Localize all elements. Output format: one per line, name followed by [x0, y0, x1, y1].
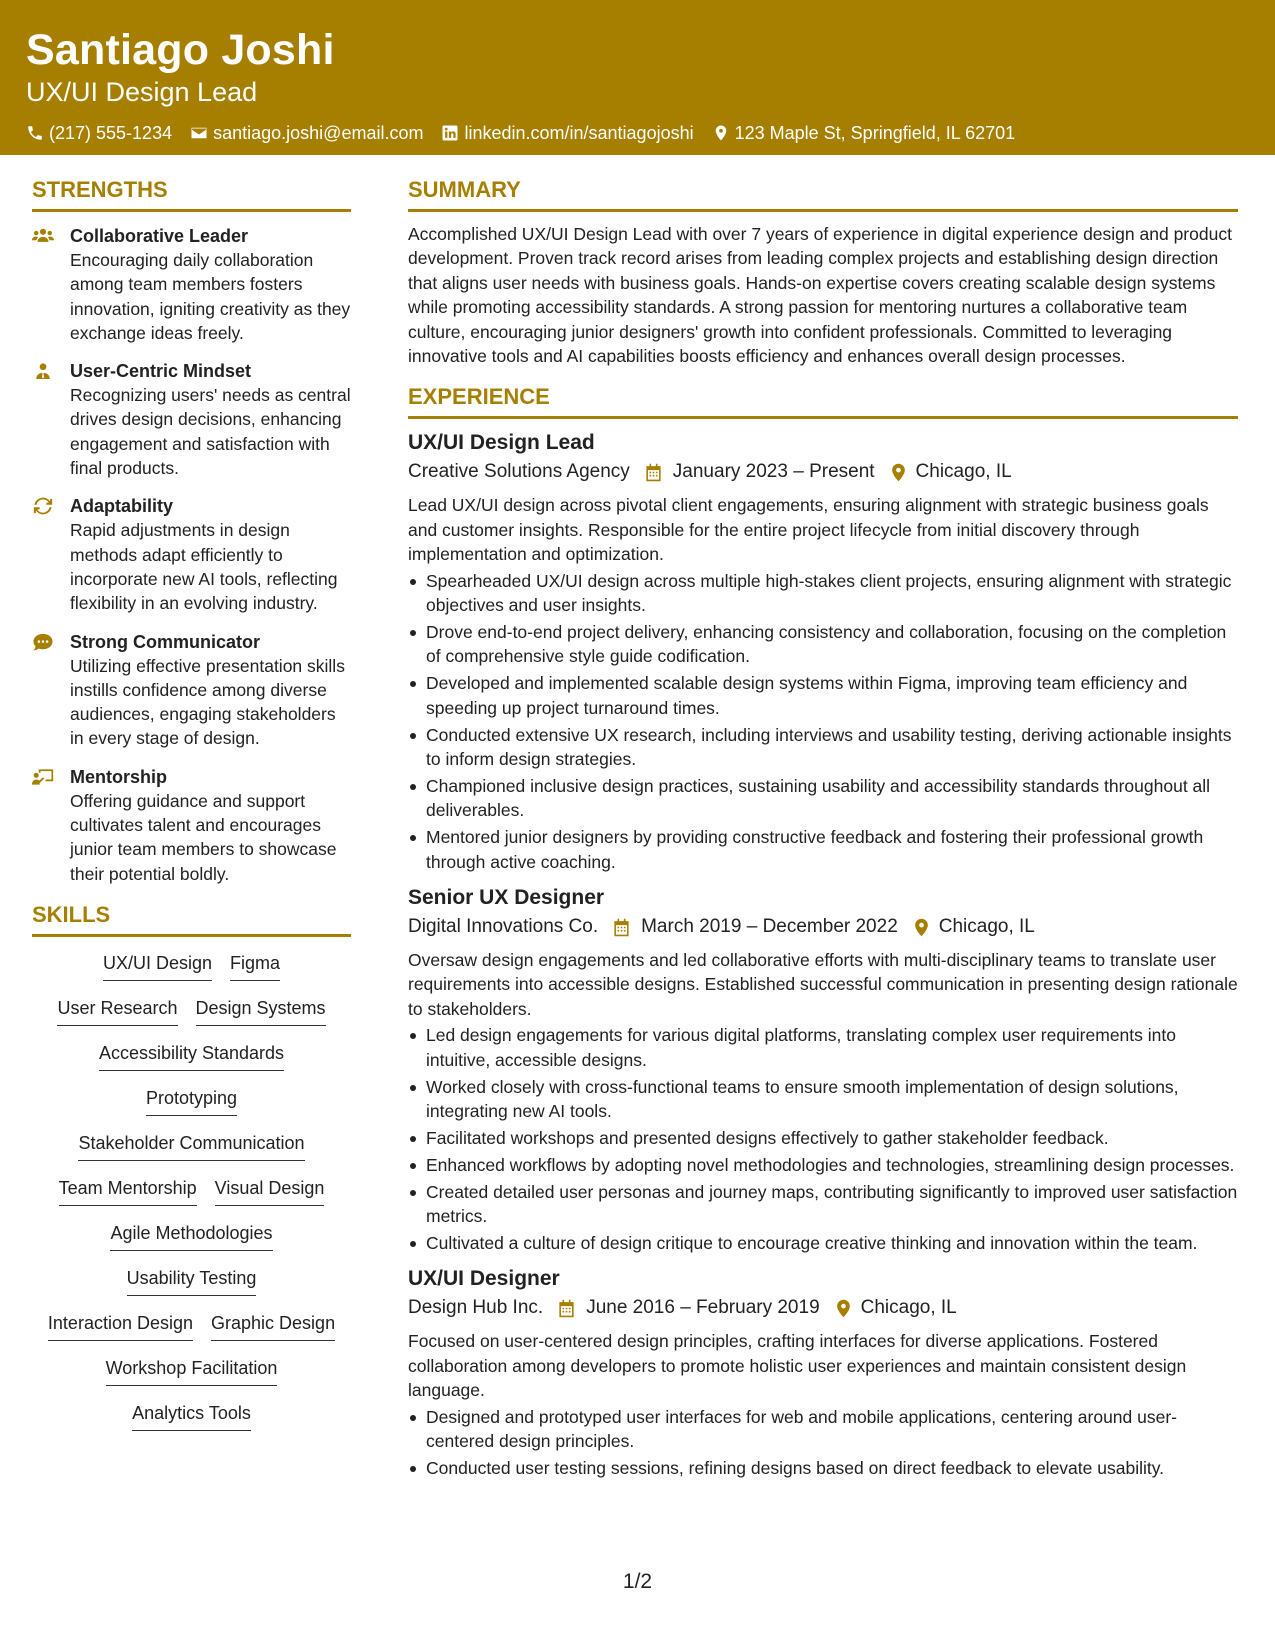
skills-row [90, 1041, 293, 1086]
skill-tag: Visual Design [215, 1176, 325, 1206]
skill-tag: Agile Methodologies [110, 1221, 272, 1251]
bullet-item: Conducted extensive UX research, including interviews and usability testing, deriving actionable insights to inform design strategies. [408, 723, 1238, 772]
chalkboard-teacher-icon [32, 767, 54, 787]
strength-desc: Encouraging daily collaboration among team members fosters innovation, igniting creativity as they exchange ideas freely. [70, 250, 351, 343]
job-title: UX/UI Design Lead [408, 431, 595, 455]
left-column [32, 175, 351, 1446]
skill-tag: Design Systems [196, 996, 326, 1026]
skills-row [69, 1131, 313, 1176]
contact-phone[interactable] [26, 122, 172, 144]
strengths-section [32, 175, 351, 886]
skills-row [123, 1401, 260, 1446]
skill-tag: Team Mentorship [59, 1176, 197, 1206]
bullet-item: Spearheaded UX/UI design across multiple high-stakes client projects, ensuring alignment with strategic objectives and user insights. [408, 569, 1238, 618]
bullet-item: Developed and implemented scalable design systems within Figma, improving team efficiency and speeding up project turnaround times. [408, 671, 1238, 720]
contact-address [712, 122, 1016, 144]
bullet-item: Mentored junior designers by providing constructive feedback and fostering their professional growth through active coaching. [408, 825, 1238, 874]
resume-header [0, 0, 1275, 155]
skills-row [48, 996, 334, 1041]
contact-bar [26, 122, 1275, 144]
skills-row [39, 1311, 344, 1356]
calendar-icon [644, 463, 663, 482]
job-title: UX/UI Designer [408, 1267, 560, 1291]
candidate-title: UX/UI Design Lead [26, 77, 258, 107]
map-marker-icon [712, 124, 730, 142]
experience-section [408, 382, 1238, 1480]
strength-item [32, 630, 351, 751]
linkedin-icon [441, 124, 459, 142]
bullet-item: Cultivated a culture of design critique to encourage creative thinking and innovation within the team. [408, 1231, 1238, 1255]
job-dates: January 2023 – Present [672, 461, 875, 483]
users-icon [32, 226, 54, 246]
bullet-item: Enhanced workflows by adopting novel methodologies and technologies, streamlining design processes. [408, 1153, 1238, 1177]
job-dates: June 2016 – February 2019 [586, 1297, 820, 1319]
job-bullets [408, 1405, 1238, 1481]
skill-tag: Analytics Tools [132, 1401, 251, 1431]
strength-item [32, 224, 351, 345]
skills-row [118, 1266, 266, 1311]
experience-heading: EXPERIENCE [408, 382, 1238, 419]
job-company: Creative Solutions Agency [408, 461, 630, 483]
job-location: Chicago, IL [938, 916, 1035, 938]
phone-icon [26, 124, 44, 142]
address-text: 123 Maple St, Springfield, IL 62701 [734, 123, 1016, 143]
skill-tag: Accessibility Standards [99, 1041, 284, 1071]
comment-dots-icon [32, 632, 54, 652]
bullet-item: Designed and prototyped user interfaces for web and mobile applications, centering around user-centered design principles. [408, 1405, 1238, 1454]
skill-tag: User Research [57, 996, 177, 1026]
strength-desc: Rapid adjustments in design methods adapt efficiently to incorporate new AI tools, reflecting flexibility in an evolving industry. [70, 520, 338, 614]
skill-tag: UX/UI Design [103, 951, 212, 981]
job-meta [408, 459, 1238, 485]
job-company: Design Hub Inc. [408, 1297, 544, 1319]
strength-title: User-Centric Mindset [70, 361, 252, 382]
strength-desc: Utilizing effective presentation skills instills confidence among diverse audiences, engaging stakeholders in every stage of design. [70, 655, 345, 749]
job-description: Lead UX/UI design across pivotal client engagements, ensuring alignment with strategic business goals and customer insights. Responsible for the entire project lifecycle from initial discovery through implementation and optimization. [408, 495, 1209, 565]
strength-desc: Offering guidance and support cultivates talent and encourages junior team members to showcase their potential boldly. [70, 790, 337, 884]
email-text: santiago.joshi@email.com [213, 123, 424, 143]
job-meta [408, 914, 1238, 940]
skills-heading: SKILLS [32, 900, 351, 937]
linkedin-text: linkedin.com/in/santiagojoshi [464, 123, 694, 143]
user-tie-icon [32, 361, 54, 381]
skills-row [97, 1356, 287, 1401]
strength-item [32, 359, 351, 480]
job-bullets [408, 1023, 1238, 1255]
skills-row [101, 1221, 281, 1266]
summary-section [408, 175, 1238, 368]
skills-row [50, 1176, 334, 1221]
strength-desc: Recognizing users' needs as central drives design decisions, enhancing engagement and satisfaction with final products. [70, 385, 351, 479]
page-number: 1/2 [622, 1570, 653, 1593]
job-entry [408, 429, 1238, 874]
skills-row [94, 951, 289, 996]
job-location: Chicago, IL [860, 1297, 957, 1319]
strength-title: Strong Communicator [70, 631, 261, 652]
bullet-item: Worked closely with cross-functional teams to ensure smooth implementation of design solutions, integrating new AI tools. [408, 1075, 1238, 1124]
skill-tag: Prototyping [146, 1086, 237, 1116]
job-description: Oversaw design engagements and led collaborative efforts with multi-disciplinary teams to translate user requirements into accessible designs. Established successful communication in presenting design rationale to stakeholders. [408, 950, 1238, 1019]
contact-linkedin[interactable] [441, 122, 693, 144]
sync-icon [32, 496, 54, 516]
skill-tag: Stakeholder Communication [78, 1131, 304, 1161]
job-entry [408, 884, 1238, 1255]
bullet-item: Facilitated workshops and presented designs effectively to gather stakeholder feedback. [408, 1126, 1238, 1150]
calendar-icon [557, 1299, 576, 1318]
strength-item [32, 765, 351, 886]
envelope-icon [190, 124, 208, 142]
calendar-icon [612, 918, 631, 937]
right-column [408, 175, 1238, 1483]
bullet-item: Created detailed user personas and journey maps, contributing significantly to improved user satisfaction metrics. [408, 1180, 1238, 1229]
skills-row [137, 1086, 246, 1131]
summary-heading: SUMMARY [408, 175, 1238, 212]
job-meta [408, 1295, 1238, 1321]
skills-list [32, 951, 351, 1446]
skill-tag: Usability Testing [127, 1266, 257, 1296]
strength-title: Adaptability [70, 496, 174, 517]
skill-tag: Graphic Design [211, 1311, 335, 1341]
skill-tag: Figma [230, 951, 280, 981]
skills-section [32, 900, 351, 1446]
job-entry [408, 1265, 1238, 1480]
contact-email[interactable] [190, 122, 423, 144]
map-marker-icon [834, 1299, 853, 1318]
bullet-item: Drove end-to-end project delivery, enhancing consistency and collaboration, focusing on the completion of comprehensive style guide codification. [408, 620, 1238, 669]
skill-tag: Workshop Facilitation [106, 1356, 278, 1386]
strength-item [32, 494, 351, 615]
map-marker-icon [912, 918, 931, 937]
summary-text: Accomplished UX/UI Design Lead with over 7 years of experience in digital experience design and product development. Proven track record arises from leading complex projects and establishing design direction that aligns user needs with business goals. Hands-on expertise covers creating scalable design systems while promoting accessibility standards. A strong passion for mentoring nurtures a collaborative team culture, encouraging junior designers' growth into confident professionals. Committed to leveraging innovative tools and AI capabilities boosts efficiency and enhances overall design processes. [408, 224, 1232, 367]
bullet-item: Led design engagements for various digital platforms, translating complex user requirements into intuitive, accessible designs. [408, 1023, 1238, 1072]
candidate-name: Santiago Joshi [26, 26, 335, 74]
job-location: Chicago, IL [915, 461, 1012, 483]
bullet-item: Conducted user testing sessions, refining designs based on direct feedback to elevate usability. [408, 1456, 1238, 1480]
strength-title: Mentorship [70, 766, 167, 787]
strength-title: Collaborative Leader [70, 226, 249, 246]
job-company: Digital Innovations Co. [408, 916, 599, 938]
bullet-item: Championed inclusive design practices, sustaining usability and accessibility standards throughout all deliverables. [408, 774, 1238, 823]
job-dates: March 2019 – December 2022 [641, 916, 898, 938]
job-bullets [408, 569, 1238, 874]
strengths-heading: STRENGTHS [32, 175, 351, 212]
skill-tag: Interaction Design [48, 1311, 193, 1341]
map-marker-icon [889, 463, 908, 482]
phone-text: (217) 555-1234 [49, 123, 173, 143]
strengths-list [32, 224, 351, 886]
job-title: Senior UX Designer [408, 886, 605, 910]
job-description: Focused on user-centered design principles, crafting interfaces for diverse applications. Fostered collaboration among developers to promote holistic user experiences and maintain consistent design language. [408, 1331, 1187, 1401]
